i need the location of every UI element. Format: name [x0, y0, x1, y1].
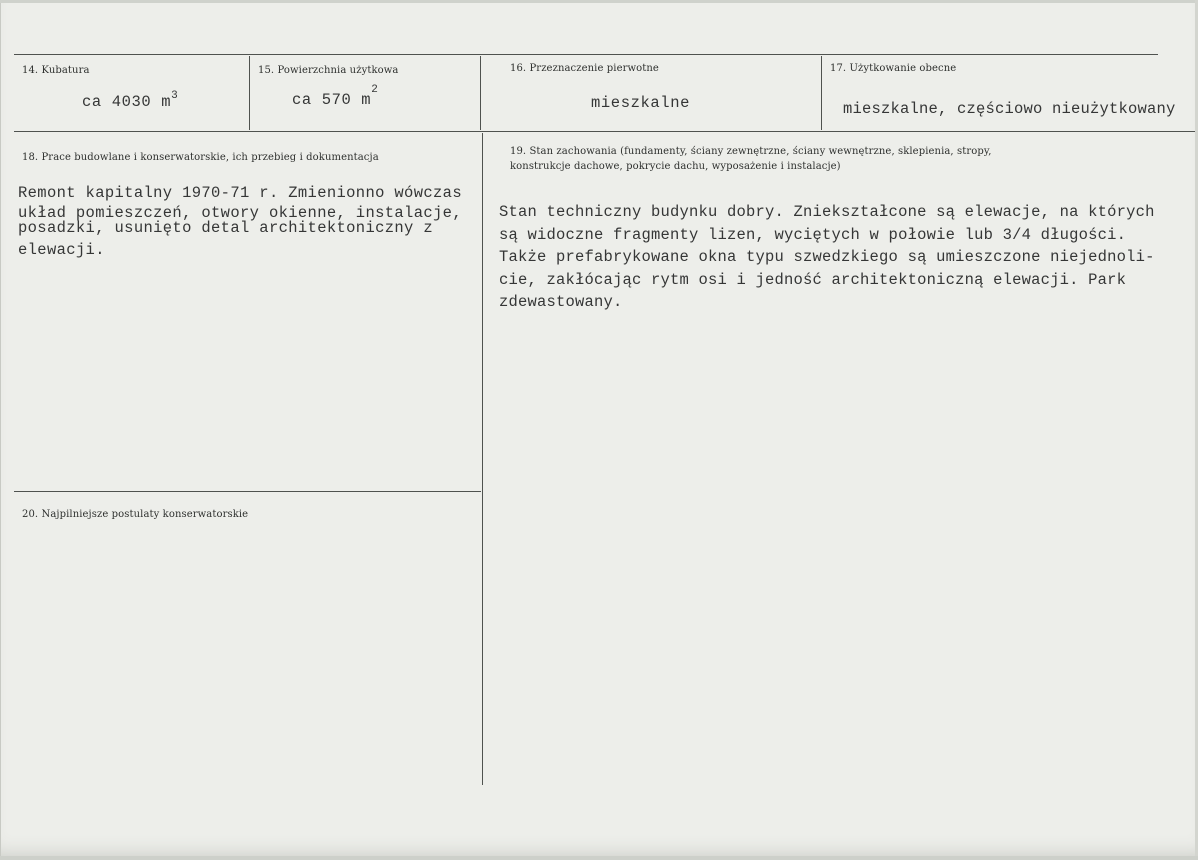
przeznaczenie-value: mieszkalne — [591, 94, 691, 112]
stan-text — [499, 201, 1155, 314]
divider-15-16 — [480, 56, 481, 130]
prace-line-1: Remont kapitalny 1970-71 r. Zmienionno wówczas — [18, 184, 462, 202]
row1-bottom-rule — [14, 131, 1195, 132]
divider-16-17 — [821, 56, 822, 130]
kubatura-unit-exponent: 3 — [171, 90, 179, 102]
divider-14-15 — [249, 56, 250, 130]
powierzchnia-value-text: ca 570 m — [292, 91, 372, 110]
stan-label-line-2: konstrukcje dachowe, pokrycie dachu, wyposażenie i instalacje) — [510, 161, 841, 172]
stan-line-2: są widoczne fragmenty lizen, wyciętych w połowie lub 3/4 długości. — [499, 225, 1127, 244]
stan-line-1: Stan techniczny budynku dobry. Zniekształcone są elewacje, na których — [499, 203, 1155, 221]
powierzchnia-label: 15. Powierzchnia użytkowa — [258, 65, 399, 76]
postulaty-label: 20. Najpilniejsze postulaty konserwatorskie — [22, 509, 249, 520]
stan-label-line-1: 19. Stan zachowania (fundamenty, ściany zewnętrzne, ściany wewnętrzne, sklepienia, stropy, — [510, 146, 992, 157]
prace-line-3: posadzki, usunięto detal architektoniczny z — [18, 219, 434, 237]
uzytkowanie-value: mieszkalne, częściowo nieużytkowany — [843, 100, 1176, 118]
powierzchnia-value — [292, 84, 379, 110]
kubatura-label: 14. Kubatura — [22, 65, 90, 76]
prace-text — [18, 182, 462, 261]
kubatura-value-text: ca 4030 m — [82, 93, 172, 112]
section20-top-rule — [14, 491, 481, 492]
stan-line-3: Także prefabrykowane okna typu szwedzkiego są umieszczone niejednoli- — [499, 248, 1155, 266]
prace-label: 18. Prace budowlane i konserwatorskie, ich przebieg i dokumentacja — [22, 152, 379, 163]
powierzchnia-unit-exponent: 2 — [371, 84, 379, 96]
card-bottom-edge — [0, 856, 1198, 860]
stan-line-4: cie, zakłócając rytm osi i jedność architektoniczną elewacji. Park — [499, 270, 1127, 289]
prace-line-2: układ pomieszczeń, otwory okienne, instalacje, — [18, 204, 462, 222]
divider-left-right-column — [482, 133, 483, 785]
kubatura-value — [82, 92, 178, 111]
prace-line-4: elewacji. — [18, 241, 105, 259]
przeznaczenie-label: 16. Przeznaczenie pierwotne — [510, 63, 659, 74]
card-top-edge — [0, 0, 1198, 3]
stan-label — [510, 144, 992, 174]
row1-top-rule — [14, 54, 1158, 55]
stan-line-5: zdewastowany. — [499, 293, 623, 311]
uzytkowanie-label: 17. Użytkowanie obecne — [830, 63, 957, 74]
